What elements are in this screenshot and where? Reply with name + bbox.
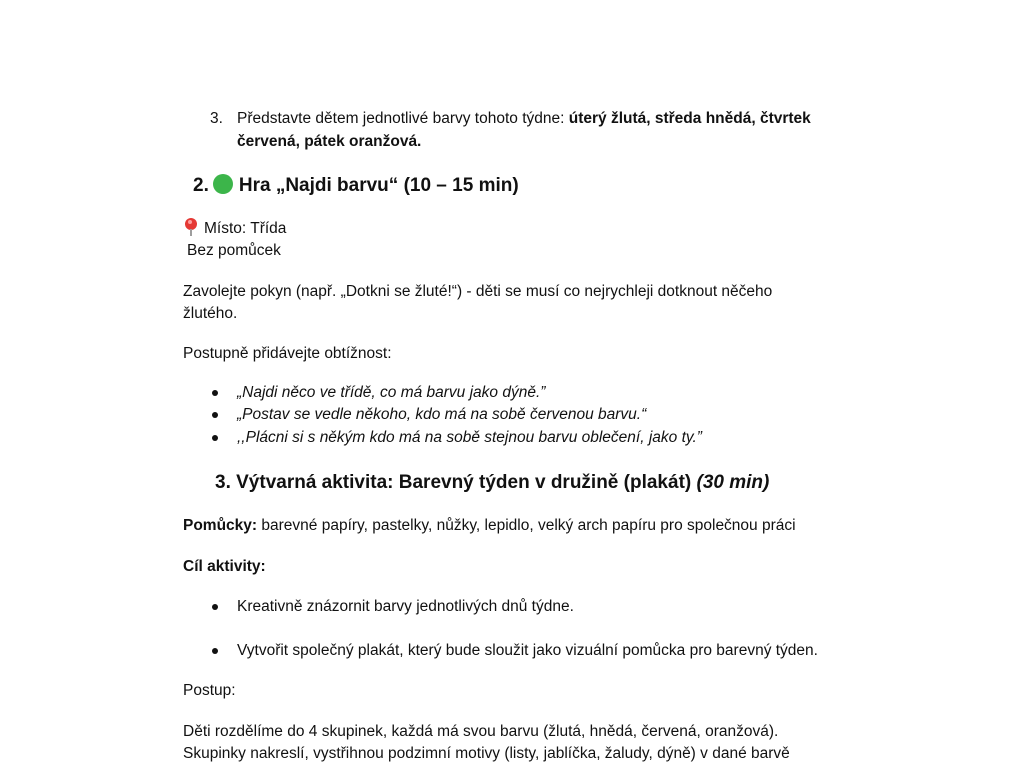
section-2-heading bbox=[193, 174, 519, 198]
instruction-paragraph-line1: Zavolejte pokyn (např. „Dotkni se žluté!“) - děti se musí co nejrychleji dotknout něčeho bbox=[183, 283, 773, 300]
difficulty-label: Postupně přidávejte obtížnost: bbox=[183, 345, 392, 362]
materials-none: Bez pomůcek bbox=[187, 242, 281, 259]
procedure-paragraph-line2: Skupinky nakreslí, vystřihnou podzimní motivy (listy, jablíčka, žaludy, dýně) v dané barvě bbox=[183, 745, 790, 762]
numbered-item-3-bold-days: úterý žlutá, středa hnědá, čtvrtek bbox=[568, 110, 811, 127]
bullet-marker bbox=[212, 604, 218, 610]
section-2-title: Hra „Najdi barvu“ (10 – 15 min) bbox=[238, 175, 519, 196]
list-item: Kreativně znázornit barvy jednotlivých dnů týdne. bbox=[237, 598, 574, 615]
bullet-marker bbox=[212, 648, 218, 654]
section-2-number: 2. bbox=[193, 175, 209, 196]
procedure-label: Postup: bbox=[183, 682, 236, 699]
materials-line bbox=[183, 515, 796, 537]
list-item: ,,Plácni si s někým kdo má na sobě stejnou barvu oblečení, jako ty.” bbox=[237, 429, 702, 446]
location-line bbox=[184, 218, 286, 240]
section-3-time: (30 min) bbox=[696, 472, 770, 493]
numbered-item-3-number: 3. bbox=[210, 110, 223, 127]
bullet-marker bbox=[212, 390, 218, 396]
numbered-item-3-bold-days-cont: červená, pátek oranžová. bbox=[237, 133, 422, 150]
green-circle-icon bbox=[213, 174, 233, 194]
section-3-title: 3. Výtvarná aktivita: Barevný týden v družině (plakát) bbox=[215, 472, 697, 493]
section-3-heading bbox=[215, 471, 769, 495]
numbered-item-3 bbox=[237, 108, 811, 130]
numbered-item-3-text: Představte dětem jednotlivé barvy tohoto týdne: bbox=[237, 110, 569, 127]
bullet-marker bbox=[212, 412, 218, 418]
procedure-paragraph-line1: Děti rozdělíme do 4 skupinek, každá má svou barvu (žlutá, hnědá, červená, oranžová). bbox=[183, 723, 779, 740]
instruction-paragraph-line2: žlutého. bbox=[183, 305, 238, 322]
list-item: „Postav se vedle někoho, kdo má na sobě červenou barvu.“ bbox=[237, 406, 647, 423]
round-pushpin-icon bbox=[184, 218, 198, 236]
list-item: „Najdi něco ve třídě, co má barvu jako dýně.” bbox=[237, 384, 546, 401]
location-text: Místo: Třída bbox=[204, 220, 287, 237]
bullet-marker bbox=[212, 435, 218, 441]
goal-label: Cíl aktivity: bbox=[183, 558, 266, 575]
list-item: Vytvořit společný plakát, který bude sloužit jako vizuální pomůcka pro barevný týden. bbox=[237, 642, 818, 659]
materials-label: Pomůcky: bbox=[183, 517, 258, 534]
materials-text: barevné papíry, pastelky, nůžky, lepidlo, velký arch papíru pro společnou práci bbox=[257, 517, 796, 534]
